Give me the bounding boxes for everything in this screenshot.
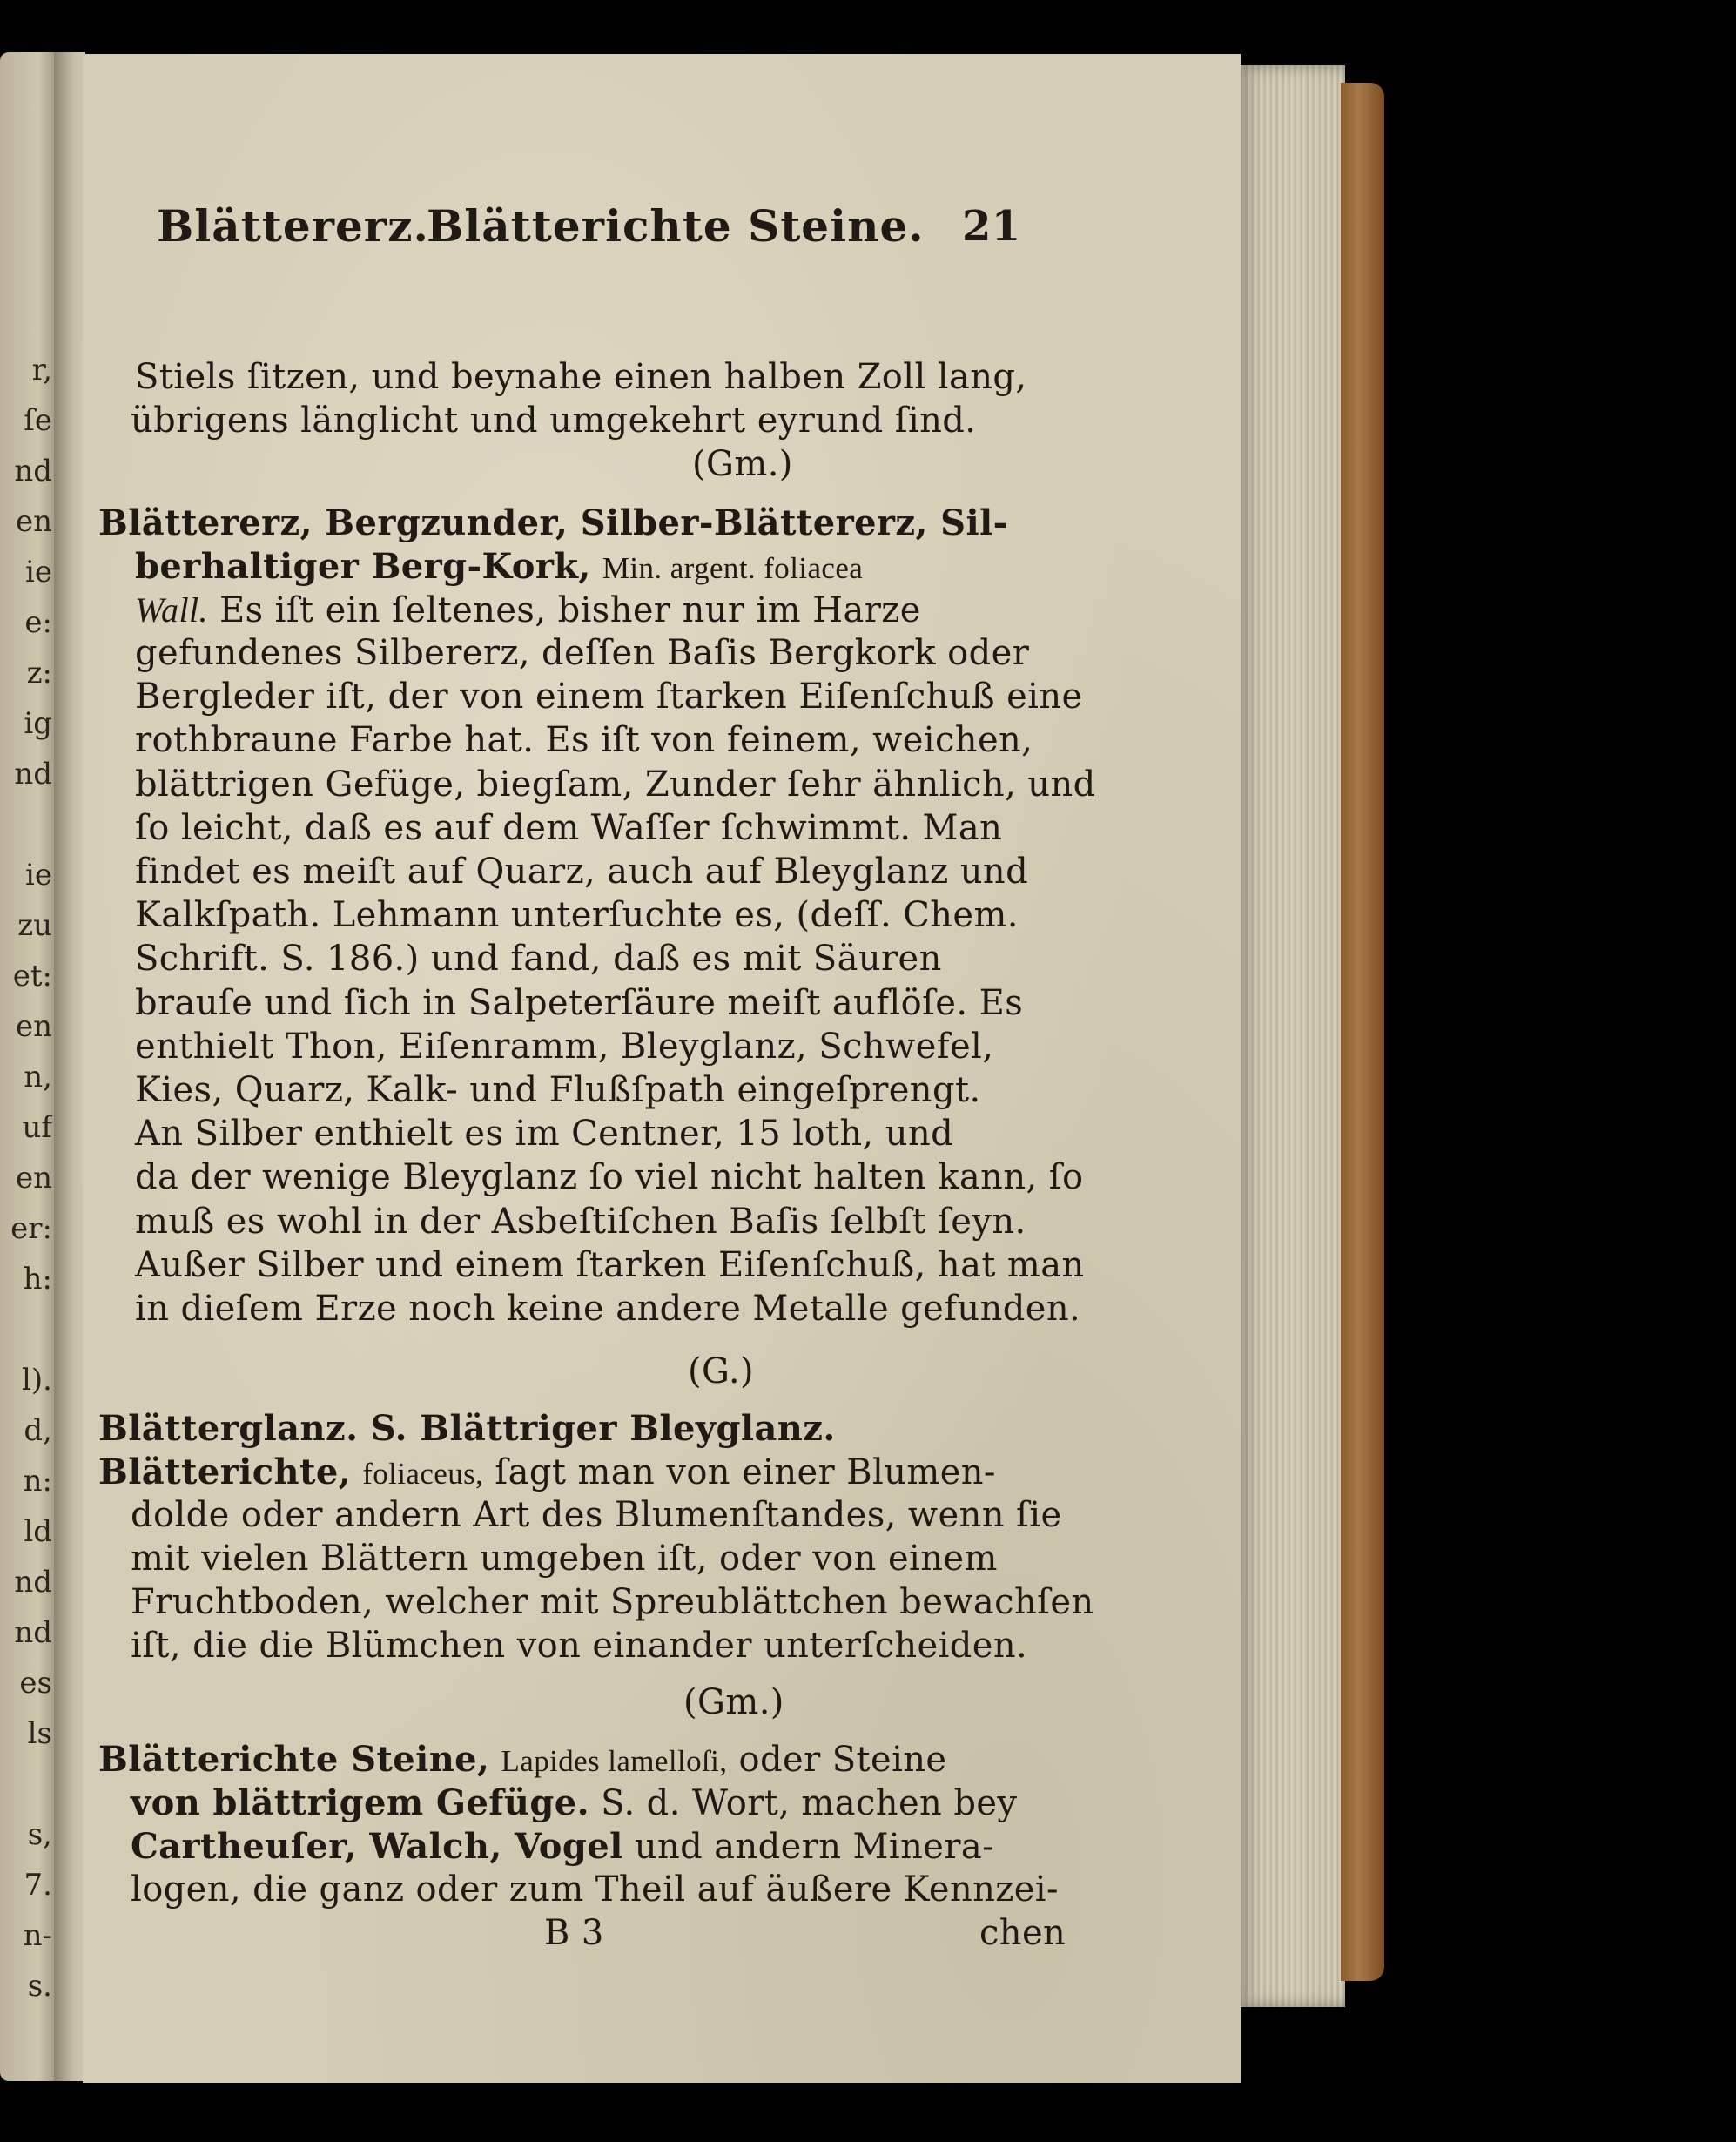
left-page-fragment: n:: [23, 1464, 52, 1499]
left-page-fragment: zu: [17, 908, 52, 943]
body-line: Fruchtboden, welcher mit Spreublättchen bewachſen: [131, 1582, 1094, 1622]
body-line: findet es meiſt auf Quarz, auch auf Bleyglanz und: [135, 852, 1029, 892]
left-page-fragment: en: [15, 1161, 52, 1196]
entry-line: [131, 1826, 994, 1867]
body-line: Außer Silber und einem ſtarken Eiſenſchuß, hat man: [135, 1244, 1085, 1285]
bold-phrase: von blättrigem Gefüge.: [131, 1782, 589, 1823]
left-page-fragment: uf: [22, 1110, 52, 1145]
entry-line: logen, die ganz oder zum Theil auf äußere Kennzei-: [131, 1869, 1059, 1910]
body-line: gefundenes Silbererz, deſſen Baſis Bergkork oder: [135, 633, 1030, 673]
latin-name: foliaceus,: [362, 1457, 484, 1491]
entry-text: ſagt man von einer Blumen-: [495, 1452, 996, 1492]
body-line: blättrigen Gefüge, biegſam, Zunder ſehr ähnlich, und: [135, 764, 1096, 805]
book-page: [83, 54, 1241, 2083]
entry-text: oder Steine: [738, 1740, 947, 1780]
entry-line: [98, 1739, 947, 1780]
left-page-fragment: es: [19, 1666, 52, 1701]
author-abbrev: Wall.: [135, 590, 208, 630]
entry-line: [98, 1452, 996, 1492]
left-page-fragment: nd: [14, 1615, 52, 1650]
body-line: enthielt Thon, Eiſenramm, Bleyglanz, Schwefel,: [135, 1026, 994, 1067]
left-page-fragment: s,: [27, 1817, 52, 1852]
entry-text: Es iſt ein ſeltenes, bisher nur im Harze: [219, 590, 921, 630]
left-page-fragment: n,: [24, 1060, 52, 1095]
body-line: übrigens länglicht und umgekehrt eyrund ſind.: [131, 401, 977, 441]
left-page-fragment: n-: [23, 1918, 52, 1953]
book-gutter: [54, 52, 85, 2081]
body-line: iſt, die die Blümchen von einander unterſcheiden.: [131, 1626, 1028, 1666]
left-page-fragment: ls: [27, 1716, 52, 1751]
body-line: Schrift. S. 186.) und fand, daß es mit Säuren: [135, 939, 942, 980]
left-facing-page: [0, 52, 54, 2081]
left-page-fragment: r,: [31, 353, 52, 387]
entry-lemma: Blätterichte Steine,: [98, 1739, 490, 1780]
left-page-fragment: nd: [14, 1565, 52, 1600]
entry-line: [135, 546, 863, 587]
entry-text: und andern Minera-: [634, 1827, 995, 1867]
left-page-fragment: nd: [14, 454, 52, 488]
body-line: mit vielen Blättern umgeben iſt, oder von einem: [131, 1539, 998, 1579]
entry-line: [135, 589, 921, 630]
left-page-fragment: ie: [25, 858, 52, 892]
body-line: Stiels ſitzen, und beynahe einen halben Zoll lang,: [135, 357, 1027, 397]
body-line: Kies, Quarz, Kalk- und Flußſpath eingeſprengt.: [135, 1070, 981, 1110]
left-page-fragment: ie: [25, 555, 52, 589]
left-page-fragment: et:: [12, 959, 52, 994]
left-page-fragment: e:: [24, 605, 52, 640]
left-page-fragment: s.: [27, 1969, 52, 2004]
body-line: brauſe und ſich in Salpeterſäure meiſt auflöſe. Es: [135, 982, 1024, 1023]
entry-cross-reference: Blätterglanz. S. Blättriger Bleyglanz.: [98, 1408, 836, 1449]
signature-gm: (Gm.): [692, 444, 793, 484]
header-left-title: Blättererz.: [157, 200, 429, 252]
body-line: An Silber enthielt es im Centner, 15 loth, und: [135, 1114, 954, 1155]
latin-name: Lapides lamelloſi,: [501, 1744, 728, 1778]
left-page-fragment: er:: [10, 1211, 52, 1246]
left-page-fragment: z:: [26, 656, 52, 690]
body-line: ſo leicht, daß es auf dem Waſſer ſchwimmt. Man: [135, 807, 1003, 848]
page-number: 21: [962, 202, 1021, 251]
printer-signature: B 3: [544, 1913, 604, 1953]
catchword: chen: [979, 1913, 1066, 1953]
signature-g: (G.): [688, 1351, 755, 1391]
left-page-fragment: ig: [24, 706, 52, 741]
body-line: rothbraune Farbe hat. Es iſt von feinem, weichen,: [135, 720, 1033, 761]
left-page-fragment: ld: [24, 1514, 52, 1549]
entry-line: [131, 1782, 1017, 1823]
body-line: in dieſem Erze noch keine andere Metalle gefunden.: [135, 1289, 1081, 1329]
body-line: dolde oder andern Art des Blumenſtandes, wenn ſie: [131, 1495, 1062, 1535]
header-center-title: Blätterichte Steine.: [427, 200, 925, 252]
signature-gm: (Gm.): [683, 1682, 784, 1722]
left-page-fragment: en: [15, 1009, 52, 1044]
entry-lemma-cont: berhaltiger Berg-Kork,: [135, 546, 591, 587]
entry-text: S. d. Wort, machen bey: [601, 1783, 1018, 1823]
left-page-fragment: d,: [24, 1413, 52, 1448]
author-names: Cartheuſer, Walch, Vogel: [131, 1826, 623, 1867]
body-line: Bergleder iſt, der von einem ſtarken Eiſenſchuß eine: [135, 677, 1083, 717]
entry-lemma: Blättererz, Bergzunder, Silber-Blättererz, Sil-: [98, 502, 1008, 543]
body-line: da der wenige Bleyglanz ſo viel nicht halten kann, ſo: [135, 1157, 1084, 1198]
left-page-fragment: 7.: [24, 1868, 52, 1903]
left-page-fragment: l).: [22, 1363, 52, 1398]
body-line: Kalkſpath. Lehmann unterſuchte es, (deſſ. Chem.: [135, 895, 1019, 936]
left-page-fragment: en: [15, 504, 52, 539]
body-line: muß es wohl in der Asbeſtiſchen Baſis ſelbſt ſeyn.: [135, 1201, 1026, 1242]
entry-lemma: Blätterichte,: [98, 1452, 352, 1492]
page-block-edges: [1236, 65, 1345, 2007]
left-page-fragment: nd: [14, 757, 52, 791]
book-cover-edge: [1341, 83, 1384, 1981]
latin-name: Min. argent. foliacea: [602, 551, 864, 585]
left-page-fragment: h:: [23, 1262, 52, 1297]
left-page-fragment: ſe: [24, 403, 52, 438]
